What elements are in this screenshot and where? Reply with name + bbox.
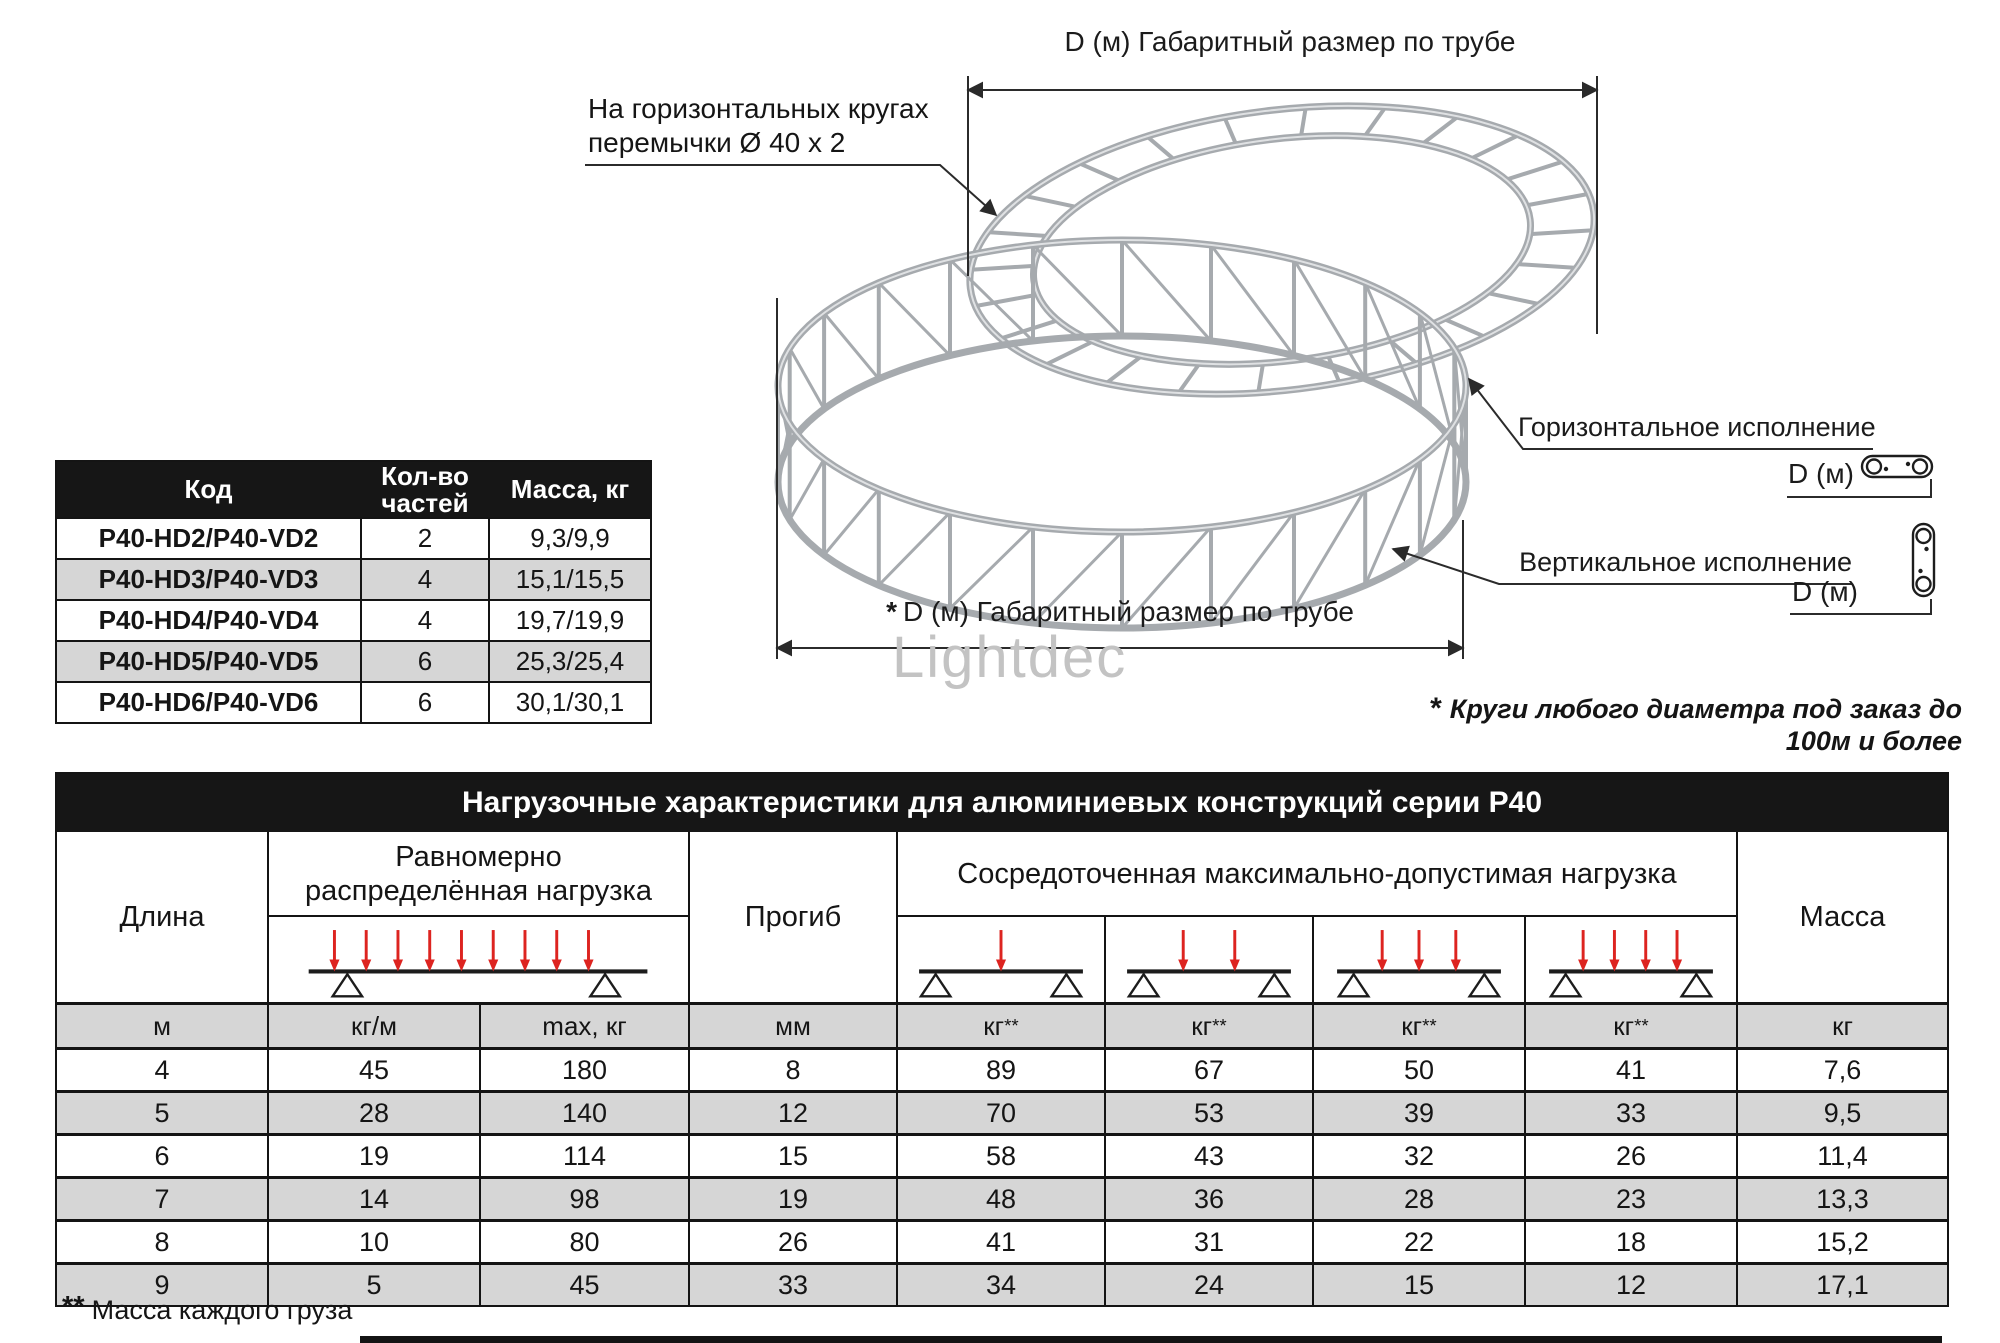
- crossbar-note: [588, 92, 929, 160]
- load-table-title: Нагрузочные характеристики для алюминиевых конструкций серии P40: [57, 774, 1947, 832]
- load-table-cell: 34: [898, 1265, 1106, 1305]
- load-table-row: [57, 1219, 1947, 1262]
- unit-cell: кг/м: [269, 1005, 481, 1047]
- top-dimension-label: D (м) Габаритный размер по трубе: [1064, 26, 1516, 57]
- load-table-cell: 48: [898, 1179, 1106, 1219]
- parts-table-row: [57, 681, 650, 722]
- parts-col-mass: Масса, кг: [510, 474, 630, 504]
- unit-cell: кг **: [1314, 1005, 1526, 1047]
- load-table-cell: 15: [1314, 1265, 1526, 1305]
- load-table-cell: 28: [1314, 1179, 1526, 1219]
- unit-cell: м: [57, 1005, 269, 1047]
- load-table-header: [57, 832, 1947, 1002]
- load-table-cell: 33: [1526, 1093, 1738, 1133]
- load-table-cell: 26: [1526, 1136, 1738, 1176]
- load-table-units-row: [57, 1002, 1947, 1047]
- load-table-cell: 43: [1106, 1136, 1314, 1176]
- concentrated-load-diagram-2: [1106, 917, 1314, 1002]
- load-table-cell: 28: [269, 1093, 481, 1133]
- unit-cell: кг **: [1106, 1005, 1314, 1047]
- parts-cell-parts: 4: [362, 601, 490, 640]
- load-table-cell: 114: [481, 1136, 690, 1176]
- concentrated-load-diagram-3: [1314, 917, 1526, 1002]
- crossbar-note-line2: перемычки Ø 40 x 2: [588, 127, 846, 158]
- load-table-cell: 8: [690, 1050, 898, 1090]
- unit-cell: мм: [690, 1005, 898, 1047]
- load-table-cell: 45: [269, 1050, 481, 1090]
- order-note-text: Круги любого диаметра под заказ до 100м и более: [1449, 694, 1962, 756]
- parts-cell-mass: 15,1/15,5: [515, 564, 625, 594]
- load-table-cell: 33: [690, 1265, 898, 1305]
- load-table-cell: 70: [898, 1093, 1106, 1133]
- load-table-cell: 98: [481, 1179, 690, 1219]
- load-table-cell: 80: [481, 1222, 690, 1262]
- load-table-cell: 89: [898, 1050, 1106, 1090]
- bottom-dimension-text: D (м) Габаритный размер по трубе: [903, 596, 1354, 627]
- parts-table-body: [57, 517, 650, 722]
- load-table-cell: 22: [1314, 1222, 1526, 1262]
- load-table-cell: 41: [1526, 1050, 1738, 1090]
- load-table-body: [57, 1047, 1947, 1305]
- horizontal-version-label: Горизонтальное исполнение: [1518, 412, 1876, 442]
- load-table-cell: 24: [1106, 1265, 1314, 1305]
- load-table: [55, 772, 1949, 1307]
- load-table-cell: 23: [1526, 1179, 1738, 1219]
- parts-cell-parts: 2: [362, 519, 490, 558]
- parts-cell-code: P40-HD5/P40-VD5: [57, 642, 362, 681]
- parts-cell-parts: 6: [362, 642, 490, 681]
- load-table-cell: 58: [898, 1136, 1106, 1176]
- mass-footnote-text: Масса каждого груза: [91, 1295, 353, 1325]
- parts-cell-mass: 30,1/30,1: [515, 687, 625, 717]
- load-table-cell: 32: [1314, 1136, 1526, 1176]
- col-distributed: [269, 832, 690, 917]
- col-length: Длина: [57, 832, 269, 1002]
- load-table-cell: 17,1: [1816, 1269, 1869, 1300]
- load-table-cell: 26: [690, 1222, 898, 1262]
- col-distributed-line1: Равномерно: [395, 840, 562, 873]
- load-table-cell: 140: [481, 1093, 690, 1133]
- load-table-cell: 8: [57, 1222, 269, 1262]
- watermark: Lightdec: [892, 625, 1128, 690]
- load-table-cell: 4: [57, 1050, 269, 1090]
- parts-cell-code: P40-HD2/P40-VD2: [57, 519, 362, 558]
- crossbar-note-line1: На горизонтальных кругах: [588, 93, 929, 124]
- mass-footnote-star: **: [62, 1291, 85, 1323]
- d-label-vertical: D (м): [1792, 576, 1858, 607]
- load-table-cell: 7: [57, 1179, 269, 1219]
- truss-ring-vertical: [778, 240, 1466, 628]
- order-note: [1380, 692, 1962, 757]
- unit-cell: кг: [1832, 1010, 1853, 1041]
- load-table-cell: 67: [1106, 1050, 1314, 1090]
- d-label-horizontal: D (м): [1788, 458, 1854, 489]
- load-table-cell: 45: [481, 1265, 690, 1305]
- load-table-cell: 7,6: [1823, 1054, 1862, 1085]
- bottom-dimension-star: *: [886, 596, 897, 627]
- parts-table-row: [57, 517, 650, 558]
- load-table-cell: 39: [1314, 1093, 1526, 1133]
- vertical-version-label: Вертикальное исполнение: [1519, 547, 1852, 577]
- parts-cell-mass: 25,3/25,4: [515, 646, 625, 676]
- parts-cell-code: P40-HD3/P40-VD3: [57, 560, 362, 599]
- load-table-cell: 6: [57, 1136, 269, 1176]
- load-table-row: [57, 1090, 1947, 1133]
- unit-cell: кг **: [898, 1005, 1106, 1047]
- col-concentrated: Сосредоточенная максимально-допустимая нагрузка: [898, 832, 1738, 917]
- distributed-load-diagram: [269, 917, 690, 1002]
- parts-cell-parts: 4: [362, 560, 490, 599]
- load-table-cell: 53: [1106, 1093, 1314, 1133]
- load-table-cell: 10: [269, 1222, 481, 1262]
- parts-table-header: [57, 462, 650, 517]
- load-table-cell: 41: [898, 1222, 1106, 1262]
- parts-cell-code: P40-HD4/P40-VD4: [57, 601, 362, 640]
- parts-table: [55, 460, 652, 724]
- next-section-edge: [360, 1336, 1942, 1343]
- load-table-cell: 19: [269, 1136, 481, 1176]
- parts-table-row: [57, 640, 650, 681]
- load-table-cell: 18: [1526, 1222, 1738, 1262]
- load-table-cell: 15: [690, 1136, 898, 1176]
- load-table-cell: 50: [1314, 1050, 1526, 1090]
- horizontal-truss-section-icon: [1862, 456, 1932, 477]
- col-deflection: Прогиб: [690, 832, 898, 1002]
- order-note-star: *: [1430, 692, 1442, 725]
- load-table-row: [57, 1047, 1947, 1090]
- load-table-row: [57, 1176, 1947, 1219]
- load-table-cell: 13,3: [1816, 1183, 1869, 1214]
- col-distributed-line2: распределённая нагрузка: [305, 874, 652, 907]
- mass-footnote: [62, 1291, 353, 1327]
- concentrated-load-diagram-4: [1526, 917, 1738, 1002]
- parts-cell-parts: 6: [362, 683, 490, 722]
- parts-cell-code: P40-HD6/P40-VD6: [57, 683, 362, 722]
- vertical-truss-section-icon: [1913, 524, 1934, 596]
- col-mass: Масса: [1799, 901, 1886, 933]
- load-table-cell: 12: [690, 1093, 898, 1133]
- load-table-cell: 5: [269, 1265, 481, 1305]
- parts-table-row: [57, 558, 650, 599]
- unit-cell: max, кг: [481, 1005, 690, 1047]
- truss-ring-horizontal: [953, 73, 1610, 427]
- parts-cell-mass: 19,7/19,9: [515, 605, 625, 635]
- load-table-cell: 31: [1106, 1222, 1314, 1262]
- parts-col-count: Кол-во частей: [362, 462, 490, 517]
- parts-col-code: Код: [57, 462, 362, 517]
- load-table-cell: 9: [57, 1265, 269, 1305]
- load-table-cell: 180: [481, 1050, 690, 1090]
- load-table-cell: 9,5: [1823, 1097, 1862, 1128]
- parts-table-row: [57, 599, 650, 640]
- load-table-cell: 11,4: [1817, 1140, 1868, 1171]
- parts-cell-mass: 9,3/9,9: [530, 523, 610, 553]
- load-table-cell: 36: [1106, 1179, 1314, 1219]
- load-table-cell: 5: [57, 1093, 269, 1133]
- load-table-cell: 12: [1526, 1265, 1738, 1305]
- load-table-row: [57, 1133, 1947, 1176]
- load-table-cell: 19: [690, 1179, 898, 1219]
- concentrated-load-diagram-1: [898, 917, 1106, 1002]
- load-table-cell: 14: [269, 1179, 481, 1219]
- load-table-cell: 15,2: [1816, 1226, 1869, 1257]
- unit-cell: кг **: [1526, 1005, 1738, 1047]
